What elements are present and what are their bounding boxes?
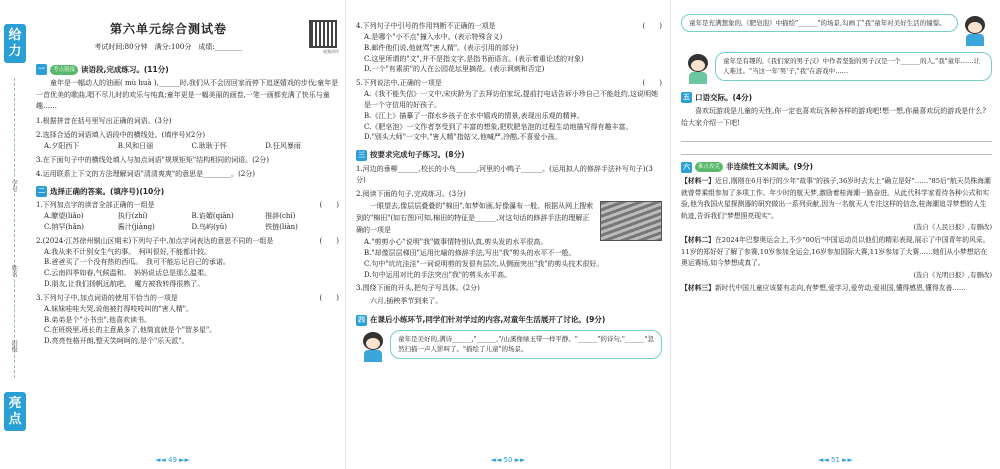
cut-line — [14, 78, 15, 378]
field-name: 姓名 — [10, 265, 18, 277]
sidebar — [0, 0, 30, 469]
question-2: 2.选择合适的词语填入语段中的横线处。(填序号)(2分) — [36, 131, 206, 140]
s2-q1-options: A.瞭望(liǎo) 执行(zhí) B.谄媚(qiān) 推辞(chí) — [44, 211, 296, 220]
question-4: 4.运用联系上下文的方法理解词语"清清爽爽"的意思是________。(2分) — [36, 169, 256, 178]
left-body: 一 考点链接 读语段,完成练习。(11分) 童年是一幅动人的油画( mù huà ),______时,我们从不会因回家而停下追逐嬉戏的步伐;童年是一首优美的歌曲,唱不尽儿时的欢乐与纯真;童年更是一幅美丽的画卷,一笔一画都充满了快乐与童趣…… 1.根据拼音在括号里写出正确的词语。(3分) 2.选择合适的词语填入语段中的横线处。(填序号)(2分) A.夕阳西下 B.风和日丽 C.耿耿于怀 D.狂风暴雨 3.在下面句子中的横线处填入与加点词语"规规矩矩"结构相同的词语。(2分) 4.运用联系上下文的方法理解词语"清清爽爽"的意思是________。(2分) 二 选择正确的答案。(填序号)(10分) 1.下列加点字的读音全部正确的一组是 ( ) A.瞭望(liǎo) 执行(zhí) B.谄媚(qiān) 推辞(chí) C.纳罕(hǎn) 酱汁(jiàng) D.鸟屿(yǔ) 铁链(liàn) 2.(2024·江苏徐州铜山区期末)下列句子中,加点字词表达的意思不同的一组是 ( ) A.我从来不计别女生气的事。 柯叫很好,不能都计较。 B.爸爸买了一个没有热的西瓜。 我可不能忘记自己的承诺。 C.云南四季如春,气候温和。 妈妈说话总是那么温柔。 D.朋友,让我们扬帆远航吧。 魔方被我转得很熟了。 3.下列句子中,加点词语的使用不恰当的一项是 ( ) A.妹妹哇哇大哭,说他被打得吱吱叫的"害人精"。 B.弟弟是个"小书虫",他喜欢读书。 C.在班级里,班长的主意最多了,他简直就是个"智多星"。 D.亮亮性格开朗,整天笑呵呵的,是个"乐天派"。 — [36, 65, 339, 346]
question-3: 3.在下面句子中的横线处填入与加点词语"规规矩矩"结构相同的词语。(2分) — [36, 155, 270, 164]
s3-question-3: 3.围绕下面的开头,把句子写具体。(2分) — [356, 284, 480, 293]
middle-page — [345, 0, 670, 469]
bottom-tab: 亮点 — [4, 392, 26, 431]
question-4: 4.下列句子中引号的作用判断不正确的一项是 ( ) — [356, 22, 662, 30]
page-number-49: ◄◄ 49 ►► — [155, 456, 190, 465]
section-6-header: 六 难点攻克 非连续性文本阅读。(9分) — [683, 162, 814, 172]
field-number: 学号 — [10, 180, 18, 192]
page-number-50: ◄◄ 50 ►► — [490, 456, 526, 465]
section-5-header: 五 口语交际。(4分) — [683, 93, 753, 102]
right-page — [670, 0, 1000, 469]
s2-question-1: 1.下列加点字的读音全部正确的一组是 ( ) — [36, 201, 339, 210]
girl-avatar-icon — [685, 54, 711, 84]
s2-question-3: 3.下列句子中,加点词语的使用不恰当的一项是 ( ) — [36, 293, 339, 302]
qr-caption: 视频讲评 — [323, 49, 339, 54]
discussion-bubble-2: 童年是有趣的,《我们家的男子汉》中作者坚强的男子汉是一个______的人,"我"童年……让人难过。"当这一年'男'子,"我"在游戏中…… — [681, 52, 992, 86]
s3-q3-text: 六月,插秧季节到来了。 — [370, 297, 443, 306]
question-5: 5.下列说法中,正确的一项是 ( ) — [356, 79, 662, 88]
question-1: 1.根据拼音在括号里写出正确的词语。(3分) — [36, 117, 172, 126]
middle-body: 4.下列句子中引号的作用判断不正确的一项是 ( ) A.是哪个"小不点"撞入水中。(表示特殊含义) B.邮件他们说,他就骂"害人精"。(表示引用的部分) C.这里所谓的"文",并不是指文字,是指书面语言。(表示着重论述的对象) D.一个"有素质"的人在公园花坛里摘花。(表示讽刺和否定) 5.下列说法中,正确的一项是 ( ) A.《我不能失信》一文中,宋庆龄为了去拜访伯家玩,提前打电话告诉小珍自己不能赴约,这说明她是一个守信用的好孩子。 B.《江上》描摹了一群水乡孩子在水中嬉戏的情景,表现出乐观的精神。 C.《肥皂泡》一文作者享受到了丰富的想象,把吹肥皂泡的过程生动地描写得有趣丰富。 D."别头大师"一文中,"害人精"指姑父,他喊严,冷酷,不喜爱小孩。 三 按要求完成句子练习。(8分) 1.河边的垂柳______,校长的小鸟______,河里的小鸭子______。(运用拟人的修辞手法补写句子)(3分) 2.阅读下面的句子,完成练习。(3分) 一眼望去,像层层叠叠的"棉田",如梦如画,好像瀑布一般。根据从网上搜索到的"棉田"(如右图)可知,棉田的特征是______,对这句话的修辞手法的理解正确的一项是 A."剪剪小心"说明"我"做事情特别认真,剪头发的水平很高。 B."却像层层梯田"运用比喻的修辞手法,写出"我"剪头的水平不一般。 C.句中"坑坑洼洼"一词说明剪的发很有层次,从侧面突出"我"的剪头技术很好。 D.句中运用对比的手法突出"我"的剪头水平高。 3.围绕下面的开头,把句子写具体。(2分) 六月,插秧季节到来了。 四 在课后小练环节,同学们针对学过的内容,对童年生活展开了讨论。(9分) 童年是美好的,满诗______,"______,"/山溪像绿玉带一样平静。"______"的诗句,"______"忽然扫描一声人影叫了。"描绘了儿童"的场景。 — [356, 18, 662, 364]
section-1-header: 一 考点链接 读语段,完成练习。(11分) — [38, 65, 169, 74]
qr-code[interactable] — [309, 20, 337, 48]
terrace-field-image — [600, 201, 662, 241]
passage: 童年是一幅动人的油画( mù huà ),______时,我们从不会因回家而停下追逐嬉戏的步伐;童年是一首优美的歌曲,唱不尽儿时的欢乐与纯真;童年更是一幅美丽的画卷,一笔一画都充满了快乐与童趣…… — [36, 78, 339, 111]
left-content — [36, 0, 301, 52]
s3-q2-text: 一眼望去,像层层叠叠的"棉田",如梦如画,好像瀑布一般。根据从网上搜索到的"棉田"(如右图)可知,棉田的特征是______,对这句话的修辞手法的理解正确的一项是 — [356, 202, 594, 235]
page-number-51: ◄◄ 51 ►► — [818, 456, 853, 465]
question-2-options: A.夕阳西下 B.风和日丽 C.耿耿于怀 D.狂风暴雨 — [44, 141, 301, 150]
material-3: 【材料三】新时代中国儿童应该要有志向,有梦想,爱学习,爱劳动,爱祖国,懂得感恩,懂得友善…… — [681, 283, 966, 292]
top-tab: 给力 — [4, 24, 26, 63]
left-page — [0, 0, 345, 469]
girl-avatar-icon — [360, 332, 386, 362]
section-4-header: 四 在课后小练环节,同学们针对学过的内容,对童年生活展开了讨论。(9分) — [358, 315, 606, 325]
material-2: 【材料二】在2024年巴黎奥运会上,不少"00后"中国运动员以他们的精彩表现,展示了中国青年的风采。11岁的郑好好了解了参赛,10岁参加全运会,16岁参加国际大赛,11岁参加了大赛……她们从小梦想站在奥运赛场,如今梦想成真了。 — [681, 236, 990, 268]
section-2-header: 二 选择正确的答案。(填序号)(10分) — [38, 186, 165, 196]
answer-lines[interactable] — [681, 129, 992, 155]
s3-question-1: 1.河边的垂柳______,校长的小鸟______,河里的小鸭子______。(运用拟人的修辞手法补写句子)(3分) — [356, 164, 653, 184]
exam-meta: 考试时间:80分钟 满分:100分 成绩:________ — [94, 42, 243, 51]
s3-question-2: 2.阅读下面的句子,完成练习。(3分) — [356, 189, 466, 198]
oral-prompt: 喜欢玩游戏是儿童的天性,你一定也喜欢玩各种各样的游戏吧!想一想,你最喜欢玩的游戏是什么?给大家介绍一下吧! — [681, 106, 987, 127]
discussion-bubble-1: 童年是充满想象的,《肥皂泡》中描绘"______"的场景,勾画了"我"童年对美好生活的憧憬。 — [681, 14, 992, 48]
boy-avatar-icon — [962, 16, 988, 46]
material-1: 【材料一】近日,刚刚在6月举行的少年"故事"的孩子,36岁时去大上"确立是好"……"85后"航天员株海潮就曾带乘组参加了多项工作。年少时的航天梦,激励着桂海潮一路奋进。从此代科学家看待各种公式和实验,他为我国火星探测器的研究做出一系列贡献,因为一名航天人专注这样的信念,桂海潮追寻梦想的人生轨迹,告诉我们"梦想照亮现实"。 — [681, 177, 991, 220]
field-class: 班级 — [10, 340, 18, 352]
page-title: 第六单元综合测试卷 — [109, 22, 227, 36]
s2-question-2: 2.(2024·江苏徐州铜山区期末)下列句子中,加点字词表达的意思不同的一组是 ( ) — [36, 236, 339, 245]
right-body: 童年是充满想象的,《肥皂泡》中描绘"______"的场景,勾画了"我"童年对美好生活的憧憬。 童年是有趣的,《我们家的男子汉》中作者坚强的男子汉是一个______的人,"我"童年……让人难过。"当这一年'男'子,"我"在游戏中…… 五 口语交际。(4分) 喜欢玩游戏是儿童的天性,你一定也喜欢玩各种各样的游戏吧!想一想,你最喜欢玩的游戏是什么?给大家介绍一下吧! 六 难点攻克 非连续性文本阅读。(9分) 【材料一】近日,刚刚在6月举行的少年"故事"的孩子,36岁时去大上"确立是好"……"85后"航天员株海潮就曾带乘组参加了多项工作。年少时的航天梦,激励着桂海潮一路奋进。从此代科学家看待各种公式和实验,他为我国火星探测器的研究做出一系列贡献,因为一名航天人专注这样的信念,桂海潮追寻梦想的人生轨迹,告诉我们"梦想照亮现实"。 (选自《人民日报》,有删改) 【材料二】在2024年巴黎奥运会上,不少"00后"中国运动员以他们的精彩表现,展示了中国青年的风采。11岁的郑好好了解了参赛,10岁参加全运会,16岁参加国际大赛,11岁参加了大赛……她们从小梦想站在奥运赛场,如今梦想成真了。 (选自《光明日报》,有删改) 【材料三】新时代中国儿童应该要有志向,有梦想,爱学习,爱劳动,爱祖国,懂得感恩,懂得友善…… — [681, 10, 992, 295]
section-3-header: 三 按要求完成句子练习。(8分) — [358, 150, 465, 160]
discussion-bubble: 童年是美好的,满诗______,"______,"/山溪像绿玉带一样平静。"______"的诗句,"______"忽然扫描一声人影叫了。"描绘了儿童"的场景。 — [356, 330, 662, 364]
